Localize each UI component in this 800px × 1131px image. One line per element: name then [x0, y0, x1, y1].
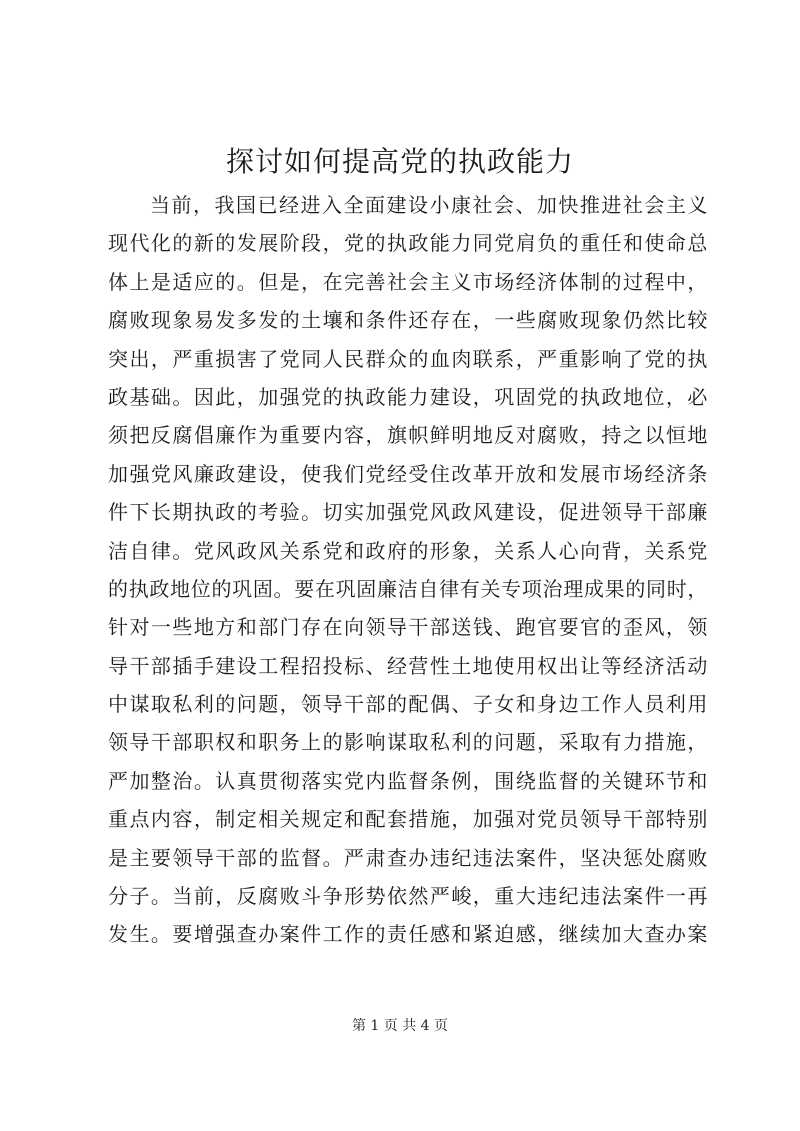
page-number-footer: 第 1 页 共 4 页 — [351, 1018, 449, 1034]
body-line: 严加整治。认真贯彻落实党内监督条例，围绕监督的关键环节和 — [108, 768, 708, 793]
body-line: 发生。要增强查办案件工作的责任感和紧迫感，继续加大查办案 — [108, 922, 708, 947]
body-line: 件下长期执政的考验。切实加强党风政风建设，促进领导干部廉 — [108, 500, 708, 525]
body-line: 针对一些地方和部门存在向领导干部送钱、跑官要官的歪风，领 — [108, 615, 708, 640]
body-line: 当前，我国已经进入全面建设小康社会、加快推进社会主义 — [150, 193, 708, 217]
document-title: 探讨如何提高党的执政能力 — [225, 145, 574, 178]
body-line: 分子。当前，反腐败斗争形势依然严峻，重大违纪违法案件一再 — [108, 884, 708, 909]
body-line: 政基础。因此，加强党的执政能力建设，巩固党的执政地位，必 — [108, 384, 708, 409]
body-line: 突出，严重损害了党同人民群众的血肉联系，严重影响了党的执 — [108, 346, 708, 371]
body-line: 的执政地位的巩固。要在巩固廉洁自律有关专项治理成果的同时， — [108, 576, 708, 601]
body-line: 中谋取私利的问题，领导干部的配偶、子女和身边工作人员利用 — [108, 692, 708, 717]
body-line: 须把反腐倡廉作为重要内容，旗帜鲜明地反对腐败，持之以恒地 — [108, 423, 708, 448]
body-line: 是主要领导干部的监督。严肃查办违纪违法案件，坚决惩处腐败 — [108, 845, 708, 870]
body-line: 现代化的新的发展阶段，党的执政能力同党肩负的重任和使命总 — [108, 231, 708, 256]
body-line: 加强党风廉政建设，使我们党经受住改革开放和发展市场经济条 — [108, 461, 708, 486]
body-line: 领导干部职权和职务上的影响谋取私利的问题，采取有力措施， — [108, 730, 708, 755]
body-line: 体上是适应的。但是，在完善社会主义市场经济体制的过程中， — [108, 269, 708, 294]
body-line: 腐败现象易发多发的土壤和条件还存在，一些腐败现象仍然比较 — [108, 308, 708, 333]
body-line: 重点内容，制定相关规定和配套措施，加强对党员领导干部特别 — [108, 807, 708, 832]
body-line: 导干部插手建设工程招投标、经营性土地使用权出让等经济活动 — [108, 653, 708, 678]
document-body — [108, 186, 708, 954]
body-line: 洁自律。党风政风关系党和政府的形象，关系人心向背，关系党 — [108, 538, 708, 563]
